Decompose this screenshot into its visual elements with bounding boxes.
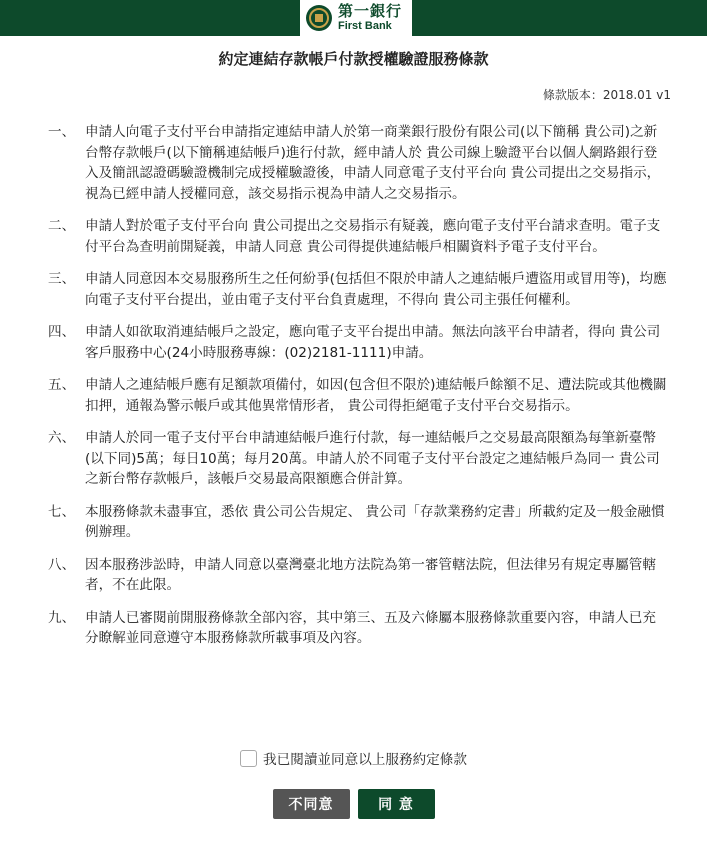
terms-clause-list xyxy=(48,122,668,661)
logo-chinese-name: 第一銀行 xyxy=(338,2,403,20)
clause-text: 因本服務涉訟時，申請人同意以臺灣臺北地方法院為第一審管轄法院，但法律另有規定專屬管轄者，不在此限。 xyxy=(85,556,656,593)
action-buttons xyxy=(0,789,707,819)
page-title: 約定連結存款帳戶付款授權驗證服務條款 xyxy=(218,50,489,68)
clause-text: 申請人如欲取消連結帳戶之設定，應向電子支平台提出申請。無法向該平台申請者，得向 貴公司客戶服務中心(24小時服務專線：(02)2181-1111)申請。 xyxy=(85,324,661,361)
disagree-button[interactable]: 不同意 xyxy=(273,789,350,819)
terms-clause xyxy=(48,122,668,204)
agree-row xyxy=(0,748,707,768)
clause-number: 三、 xyxy=(48,271,76,287)
first-bank-emblem-icon xyxy=(306,5,332,31)
terms-clause xyxy=(48,375,668,416)
agree-checkbox-label[interactable]: 我已閱讀並同意以上服務約定條款 xyxy=(263,752,467,768)
clause-text: 本服務條款未盡事宜，悉依 貴公司公告規定、 貴公司「存款業務約定書」所載約定及一般金融慣例辦理。 xyxy=(85,503,665,540)
clause-text: 申請人之連結帳戶應有足額款項備付，如因(包含但不限於)連結帳戶餘額不足、遭法院或其他機關扣押，通報為警示帳戶或其他異常情形者， 貴公司得拒絕電子支付平台交易指示。 xyxy=(85,377,667,414)
clause-number: 一、 xyxy=(48,124,76,140)
terms-clause xyxy=(48,608,668,649)
clause-text: 申請人同意因本交易服務所生之任何紛爭(包括但不限於申請人之連結帳戶遭盜用或冒用等)，均應向電子支付平台提出，並由電子支付平台負責處理，不得向 貴公司主張任何權利。 xyxy=(85,271,667,308)
clause-number: 四、 xyxy=(48,324,76,340)
terms-clause xyxy=(48,502,668,543)
terms-clause xyxy=(48,322,668,363)
clause-number: 六、 xyxy=(48,430,76,446)
terms-clause xyxy=(48,555,668,596)
logo-english-name: First Bank xyxy=(338,20,392,32)
top-bar xyxy=(0,0,707,36)
clause-text: 申請人對於電子支付平台向 貴公司提出之交易指示有疑義，應向電子支付平台請求查明。電子支付平台為查明前開疑義，申請人同意 貴公司得提供連結帳戶相關資料予電子支付平台。 xyxy=(85,218,661,255)
terms-clause xyxy=(48,269,668,310)
clause-text: 申請人向電子支付平台申請指定連結申請人於第一商業銀行股份有限公司(以下簡稱 貴公司)之新台幣存款帳戶(以下簡稱連結帳戶)進行付款，經申請人於 貴公司線上驗證平台以個人網路銀行登入及簡訊認證碼驗證機制完成授權驗證後，申請人同意電子支付平台向 貴公司提出之交易指示，視為已經申請人授權同意，該交易指示視為申請人之交易指示。 xyxy=(85,124,661,202)
terms-clause xyxy=(48,428,668,490)
clause-number: 二、 xyxy=(48,218,76,234)
terms-version: 條款版本：2018.01 v1 xyxy=(542,88,671,102)
clause-number: 五、 xyxy=(48,377,76,393)
clause-number: 八、 xyxy=(48,556,76,573)
bank-logo xyxy=(300,0,412,36)
clause-number: 九、 xyxy=(48,609,76,626)
agree-button[interactable]: 同 意 xyxy=(358,789,435,819)
clause-number: 七、 xyxy=(48,503,76,520)
clause-text: 申請人於同一電子支付平台申請連結帳戶進行付款，每一連結帳戶之交易最高限額為每筆新臺幣(以下同)5萬；每日10萬；每月20萬。申請人於不同電子支付平台設定之連結帳戶為同一 貴公司之新台幣存款帳戶，該帳戶交易最高限額應合併計算。 xyxy=(85,430,660,487)
terms-clause xyxy=(48,216,668,257)
agree-checkbox[interactable] xyxy=(240,750,257,767)
clause-text: 申請人已審閱前開服務條款全部內容，其中第三、五及六條屬本服務條款重要內容，申請人已充分瞭解並同意遵守本服務條款所載事項及內容。 xyxy=(85,609,656,646)
